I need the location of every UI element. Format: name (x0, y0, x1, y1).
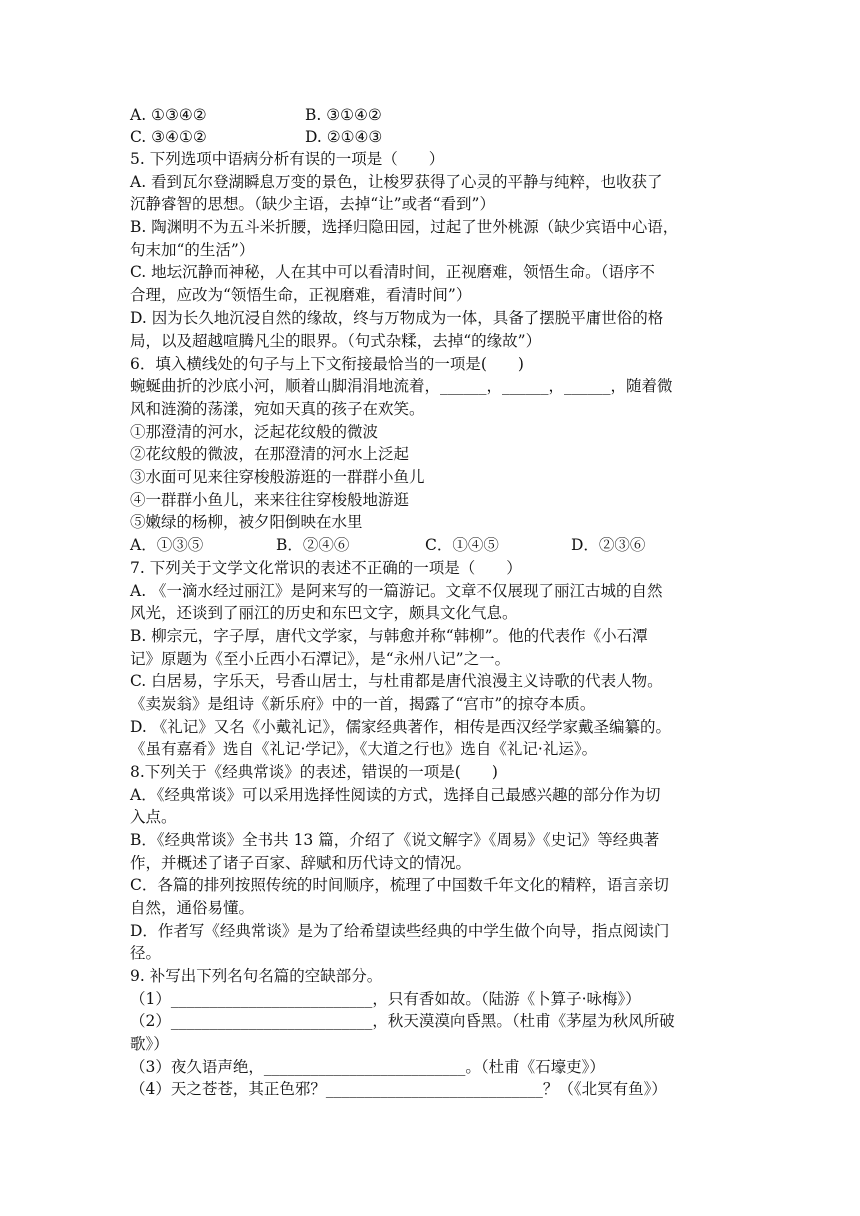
q8-option-d-line2: 径。 (130, 944, 162, 962)
q6-option-d: D．②③⑥ (571, 536, 646, 554)
q8-option-a-line1: A．《经典常谈》可以采用选择性阅读的方式，选择自己最感兴趣的部分作为切 (130, 786, 661, 804)
q6-sentence-5: ⑤嫩绿的杨柳，被夕阳倒映在水里 (130, 513, 363, 531)
q6-stem: 6．填入横线处的句子与上下文衔接最恰当的一项是( ) (130, 355, 524, 373)
q5-stem: 5. 下列选项中语病分析有误的一项是（ ） (130, 150, 445, 168)
q5-option-a-line2: 沉静睿智的思想。（缺少主语，去掉“让”或者“看到”） (130, 195, 495, 213)
q6-option-a: A．①③⑤ (130, 536, 204, 554)
q5-option-b-line2: 句末加“的生活”） (130, 241, 255, 259)
q9-item-4: （4）天之苍苍，其正色邪？____________________________？（《北冥有鱼》） (130, 1080, 667, 1098)
q6-sentence-2: ②花纹般的微波，在那澄清的河水上泛起 (130, 445, 410, 463)
q5-option-c-line2: 合理，应改为“领悟生命，正视磨难，看清时间”） (130, 286, 472, 304)
q6-sentence-1: ①那澄清的河水，泛起花纹般的微波 (130, 423, 379, 441)
q5-option-d-line2: 局，以及超越喧腾凡尘的眼界。（句式杂糅，去掉“的缘故”） (130, 332, 542, 350)
q4-option-c: C. ③④①② (130, 128, 207, 146)
q7-option-a-line2: 风光，还谈到了丽江的历史和东巴文字，颇具文化气息。 (130, 604, 518, 622)
q4-option-d: D. ②①④③ (305, 128, 383, 146)
q6-option-c: C．①④⑤ (425, 536, 499, 554)
q7-option-b-line2: 记》原题为《至小丘西小石潭记》，是“永州八记”之一。 (130, 650, 511, 668)
q8-option-b-line2: 作，并概述了诸子百家、辞赋和历代诗文的情况。 (130, 854, 472, 872)
q8-option-b-line1: B．《经典常谈》全书共 13 篇，介绍了《说文解字》《周易》《史记》等经典著 (130, 831, 660, 849)
q9-stem: 9. 补写出下列名句名篇的空缺部分。 (130, 967, 383, 985)
q5-option-b-line1: B. 陶渊明不为五斗米折腰，选择归隐田园，过起了世外桃源（缺少宾语中心语， (130, 218, 679, 236)
q7-option-d-line2: 《虽有嘉肴》选自《礼记·学记》，《大道之行也》选自《礼记·礼运》。 (130, 740, 598, 758)
q7-option-a-line1: A. 《一滴水经过丽江》是阿来写的一篇游记。文章不仅展现了丽江古城的自然 (130, 582, 663, 600)
q6-sentence-3: ③水面可见来往穿梭般游逛的一群群小鱼儿 (130, 468, 425, 486)
q8-option-c-line1: C．各篇的排列按照传统的时间顺序，梳理了中国数千年文化的精粹，语言亲切 (130, 876, 669, 894)
q5-option-c-line1: C. 地坛沉静而神秘，人在其中可以看清时间，正视磨难，领悟生命。（语序不 (130, 263, 655, 281)
q7-option-b-line1: B. 柳宗元，字子厚，唐代文学家，与韩愈并称“韩柳”。他的代表作《小石潭 (130, 627, 648, 645)
q8-option-c-line2: 自然，通俗易懂。 (130, 899, 255, 917)
q9-item-2: （2）__________________________，秋天漠漠向昏黑。（杜甫《茅屋为秋风所破 (130, 1012, 675, 1030)
q7-stem: 7. 下列关于文学文化常识的表述不正确的一项是（ ） (130, 559, 522, 577)
q6-passage-line1: 蜿蜒曲折的沙底小河，顺着山脚涓涓地流着，______，______，______，随着微 (130, 377, 673, 395)
q9-item-2-cont: 歌》） (130, 1035, 169, 1053)
q6-passage-line2: 风和涟漪的荡漾，宛如天真的孩子在欢笑。 (130, 400, 425, 418)
q7-option-c-line1: C. 白居易，字乐天，号香山居士，与杜甫都是唐代浪漫主义诗歌的代表人物。 (130, 672, 663, 690)
q5-option-a-line1: A. 看到瓦尔登湖瞬息万变的景色，让梭罗获得了心灵的平静与纯粹，也收获了 (130, 173, 663, 191)
q5-option-d-line1: D. 因为长久地沉浸自然的缘故，终与万物成为一体，具备了摆脱平庸世俗的格 (130, 309, 664, 327)
q4-option-a: A. ①③④② (130, 106, 207, 124)
q9-item-3: （3）夜久语声绝，__________________________。（杜甫《石壕吏》） (130, 1058, 605, 1076)
q6-sentence-4: ④一群群小鱼儿，来来往往穿梭般地游逛 (130, 491, 410, 509)
q6-option-b: B．②④⑥ (276, 536, 350, 554)
q8-stem: 8.下列关于《经典常谈》的表述，错误的一项是( ) (130, 763, 498, 781)
q7-option-c-line2: 《卖炭翁》是组诗《新乐府》中的一首，揭露了“宫市”的掠夺本质。 (130, 695, 596, 713)
q8-option-d-line1: D．作者写《经典常谈》是为了给希望读些经典的中学生做个向导，指点阅读门 (130, 922, 670, 940)
q7-option-d-line1: D. 《礼记》又名《小戴礼记》，儒家经典著作，相传是西汉经学家戴圣编纂的。 (130, 718, 671, 736)
q9-item-1: （1）__________________________，只有香如故。（陆游《卜算子·咏梅》） (130, 990, 641, 1008)
q4-option-b: B. ③①④② (305, 106, 382, 124)
q8-option-a-line2: 入点。 (130, 808, 177, 826)
